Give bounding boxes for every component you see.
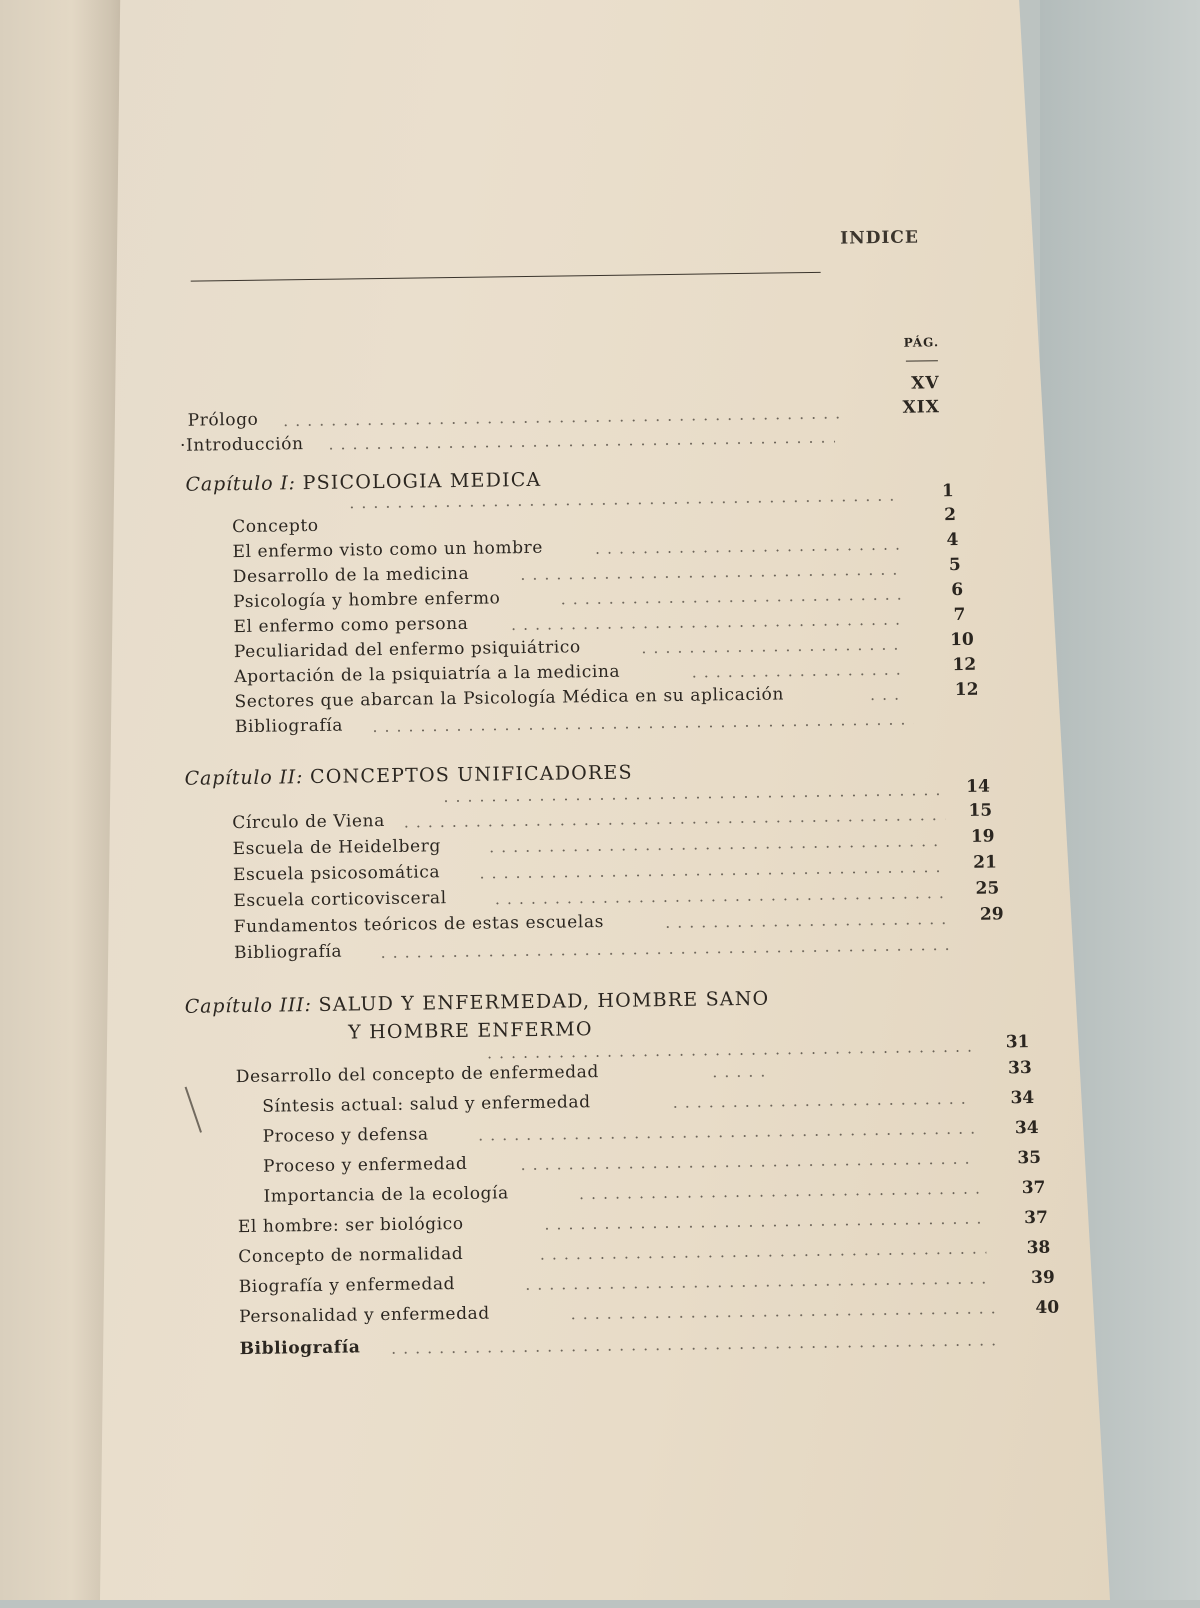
introduction-page: XIX [902, 397, 941, 418]
toc-entry-page: 29 [979, 904, 1004, 925]
toc-entry-page: 39 [1030, 1267, 1055, 1289]
leader-dots [508, 623, 903, 631]
toc-entry: Desarrollo de la medicina [232, 563, 470, 588]
toc-entry-page: 35 [1017, 1147, 1042, 1169]
toc-entry: Círculo de Viena [232, 811, 386, 834]
toc-entry-sub: Proceso y defensa [262, 1124, 429, 1147]
toc-entry: El enfermo como persona [233, 613, 469, 638]
toc-entry-page: 7 [953, 604, 966, 626]
toc-entry: Concepto [232, 515, 319, 538]
chapter-title: SALUD Y ENFERMEDAD, HOMBRE SANO [318, 987, 770, 1016]
leader-dots [567, 1312, 997, 1320]
leader-dots [669, 1102, 969, 1108]
leader-dots [576, 1192, 981, 1200]
toc-entry: Bibliografía [239, 1337, 361, 1360]
toc-entry: Aportación de la psiquiatría a la medicina [234, 661, 621, 688]
leader-dots [440, 793, 940, 802]
toc-entry: El hombre: ser biológico [237, 1213, 464, 1238]
leader-dots [484, 1050, 974, 1059]
chapter-label: Capítulo II: [184, 766, 304, 790]
toc-entry: Personalidad y enfermedad [239, 1303, 490, 1328]
chapter-heading [185, 469, 541, 496]
leader-dots [517, 573, 902, 580]
toc-entry: Psicología y hombre enfermo [233, 588, 501, 613]
chapter-first-page: 31 [1005, 1032, 1030, 1053]
toc-entry-page: 12 [952, 654, 977, 676]
toc-entry: Escuela psicosomática [232, 862, 441, 886]
toc-entry-page: 6 [951, 579, 964, 601]
toc-entry-page: 2 [944, 505, 957, 526]
toc-entry: Escuela corticovisceral [233, 888, 447, 912]
page-heading: INDICE [840, 227, 920, 249]
toc-entry-page: 37 [1024, 1207, 1049, 1229]
page-column-label: PÁG. [903, 335, 940, 350]
toc-entry: Concepto de normalidad [238, 1243, 464, 1268]
chapter-title-line2: Y HOMBRE ENFERMO [348, 1018, 593, 1044]
toc-entry: Bibliografía [233, 941, 343, 964]
chapter-title: CONCEPTOS UNIFICADORES [309, 761, 633, 789]
toc-entry-sub: Importancia de la ecología [263, 1183, 509, 1207]
chapter-first-page: 14 [966, 776, 990, 797]
toc-entry-page: 10 [949, 629, 974, 651]
pencil-mark [185, 1087, 202, 1133]
leader-dots [400, 818, 945, 828]
toc-entry: Sectores que abarcan la Psicología Médica en su aplicación [234, 684, 785, 713]
toc-entry: Bibliografía [234, 715, 344, 738]
leader-dots [325, 441, 835, 450]
chapter-label: Capítulo I: [185, 472, 296, 496]
leader-dots [388, 1344, 998, 1355]
toc-entry-page: 37 [1021, 1177, 1046, 1199]
leader-dots [517, 1162, 977, 1170]
leader-dots [638, 648, 903, 654]
chapter-label: Capítulo III: [184, 994, 312, 1018]
leader-dots [475, 1132, 975, 1141]
leader-dots [377, 948, 957, 958]
leader-dots [662, 922, 952, 928]
page-column-rule [906, 360, 938, 361]
toc-entry-page: 25 [975, 878, 1000, 899]
toc-entry-page: 4 [946, 529, 959, 551]
leader-dots [369, 723, 914, 733]
chapter-title-continued [348, 1018, 593, 1043]
toc-entry: Desarrollo del concepto de enfermedad [235, 1062, 600, 1088]
toc-entry-page: 34 [1010, 1087, 1035, 1109]
toc-entry: Peculiaridad del enfermo psiquiátrico [233, 637, 581, 663]
toc-entry: Biografía y enfermedad [238, 1274, 456, 1298]
toc-entry: Fundamentos teóricos de estas escuelas [233, 911, 605, 938]
chapter-heading [185, 988, 770, 1018]
leader-dots [557, 598, 902, 605]
toc-entry-page: 40 [1035, 1297, 1060, 1318]
leader-dots [280, 417, 840, 427]
heading-rule [191, 272, 821, 282]
leader-dots [486, 844, 946, 852]
leader-dots [541, 1222, 981, 1230]
prologue-page: XV [911, 373, 940, 394]
toc-entry-page: 5 [948, 554, 961, 576]
introduction-entry: ·Introducción [179, 434, 304, 456]
chapter-heading [185, 762, 633, 790]
toc-entry: Escuela de Heidelberg [232, 836, 442, 860]
leader-dots [522, 1282, 992, 1291]
toc-entry-page: 21 [973, 852, 998, 873]
leader-dots [709, 1075, 769, 1078]
toc-entry-page: 34 [1014, 1117, 1039, 1139]
leader-dots [346, 499, 901, 509]
toc-entry-sub: Síntesis actual: salud y enfermedad [262, 1092, 591, 1117]
prologue-entry: Prólogo [187, 409, 259, 431]
leader-dots [491, 896, 951, 904]
toc-entry-page: 15 [968, 800, 993, 821]
chapter-first-page: 1 [941, 481, 954, 502]
toc-entry-page: 33 [1007, 1057, 1032, 1079]
leader-dots [476, 870, 946, 879]
leader-dots [536, 1252, 986, 1260]
toc-entry-page: 38 [1026, 1237, 1051, 1259]
leader-dots [867, 698, 907, 701]
chapter-title: PSICOLOGIA MEDICA [302, 468, 542, 495]
toc-entry-sub: Proceso y enfermedad [262, 1153, 468, 1177]
leader-dots [592, 548, 902, 554]
toc-entry-page: 12 [954, 679, 979, 701]
toc-entry: El enfermo visto como un hombre [232, 537, 544, 563]
toc-entry-page: 19 [970, 826, 995, 847]
leader-dots [688, 673, 903, 678]
